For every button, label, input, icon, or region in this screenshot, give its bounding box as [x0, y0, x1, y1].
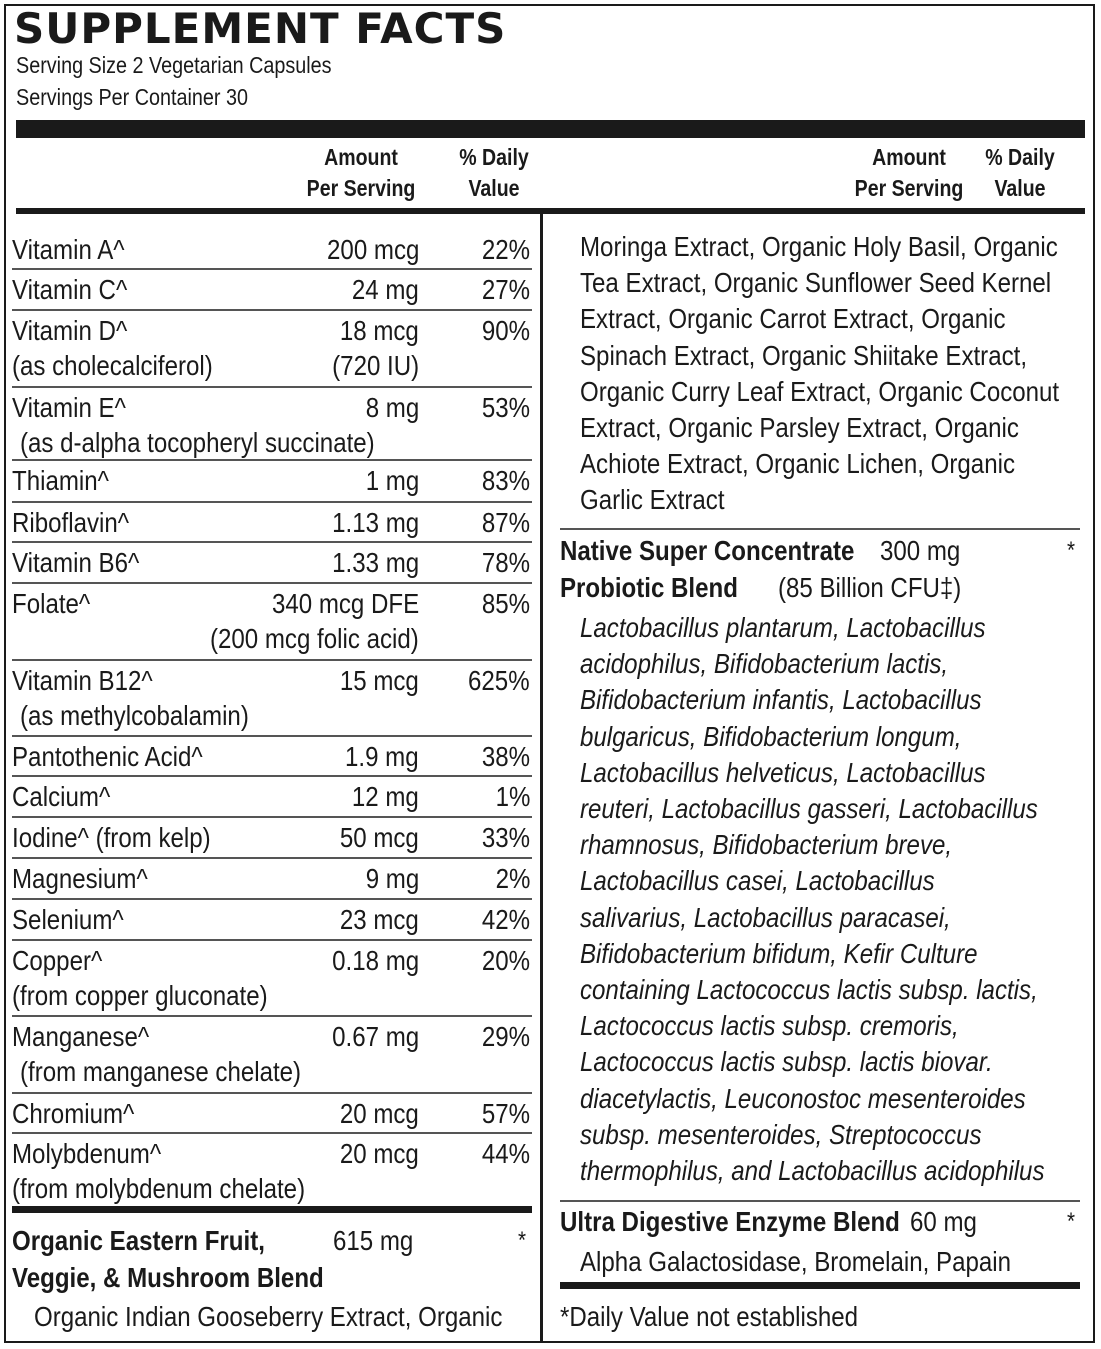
dv-header-line1: % Daily — [459, 144, 529, 170]
nutrient-name: Chromium^ — [12, 1098, 135, 1129]
fruit-blend-ingredients-start: Organic Indian Gooseberry Extract, Organic — [34, 1301, 503, 1332]
dv-header-line2: Value — [468, 175, 520, 201]
nutrient-source: (as d-alpha tocopheryl succinate) — [20, 427, 375, 458]
nutrient-name: Vitamin A^ — [12, 234, 125, 265]
dv-header-left — [452, 142, 537, 204]
nutrient-row — [12, 311, 532, 388]
nutrient-amount: 9 mg — [365, 863, 419, 894]
nutrient-name: Selenium^ — [12, 904, 124, 935]
footnote: *Daily Value not established — [560, 1301, 859, 1332]
fruit-blend-name-line2: Veggie, & Mushroom Blend — [12, 1262, 324, 1293]
fruit-blend-dv: * — [518, 1227, 527, 1254]
nutrient-daily-value: 20% — [481, 945, 530, 976]
serving-size: Serving Size 2 Vegetarian Capsules — [16, 52, 332, 78]
probiotic-strain-line: containing Lactococcus lactis subsp. lactis, — [580, 974, 1038, 1005]
nutrient-amount: 0.18 mg — [331, 945, 419, 976]
nutrient-daily-value: 33% — [481, 822, 530, 853]
nutrient-amount-detail: (720 IU) — [332, 350, 419, 381]
blend-rule — [12, 1206, 532, 1213]
nutrient-daily-value: 53% — [481, 392, 530, 423]
probiotic-strain-line: Lactobacillus helveticus, Lactobacillus — [580, 756, 986, 788]
nutrient-daily-value: 38% — [481, 741, 530, 772]
nutrient-name: Magnesium^ — [12, 863, 148, 894]
nutrient-row — [12, 859, 532, 900]
nutrient-name: Molybdenum^ — [12, 1138, 162, 1169]
fruit-blend-ingredient-line: Organic Curry Leaf Extract, Organic Coconut — [580, 375, 1060, 407]
nutrient-source: (as cholecalciferol) — [12, 350, 213, 381]
nutrient-name: Riboflavin^ — [12, 507, 130, 538]
probiotic-strain-line: Bifidobacterium infantis, Lactobacillus — [580, 684, 982, 716]
fruit-blend-ingredient-line: Spinach Extract, Organic Shiitake Extract, — [580, 339, 1028, 371]
nutrient-amount: 0.67 mg — [331, 1021, 419, 1052]
nutrient-daily-value: 625% — [468, 665, 530, 696]
dv-header-line2: Value — [994, 175, 1046, 201]
nutrient-row — [12, 1094, 532, 1134]
nutrient-row — [12, 941, 532, 1017]
nutrient-row — [12, 661, 532, 737]
probiotic-strain-line: reuteri, Lactobacillus gasseri, Lactobacillus — [580, 793, 1038, 824]
fruit-blend-ingredient-line: Extract, Organic Parsley Extract, Organic — [580, 412, 1019, 443]
probiotic-dv: * — [1067, 537, 1076, 564]
fruit-blend-ingredient-line: Achiote Extract, Organic Lichen, Organic — [580, 448, 1015, 480]
nutrient-name: Vitamin C^ — [12, 274, 128, 305]
enzyme-dv: * — [1067, 1208, 1076, 1235]
nutrient-amount: 20 mcg — [340, 1098, 419, 1129]
nutrient-amount-detail: (200 mcg folic acid) — [210, 623, 419, 654]
amount-header-line1: Amount — [872, 144, 946, 170]
nutrient-row — [12, 230, 532, 270]
nutrient-row — [12, 388, 532, 461]
fruit-blend-ingredient-line: Tea Extract, Organic Sunflower Seed Kernel — [580, 267, 1052, 299]
probiotic-rule — [560, 528, 1080, 530]
column-divider — [540, 213, 543, 1341]
servings-per-container: Servings Per Container 30 — [16, 84, 248, 110]
nutrient-source: (as methylcobalamin) — [20, 700, 249, 731]
nutrient-name: Copper^ — [12, 945, 103, 976]
nutrient-daily-value: 42% — [481, 904, 530, 935]
footnote-rule — [560, 1282, 1080, 1289]
nutrient-row — [12, 461, 532, 503]
nutrient-source: (from molybdenum chelate) — [12, 1173, 306, 1204]
nutrient-name: Vitamin B6^ — [12, 547, 140, 578]
nutrient-source: (from copper gluconate) — [12, 980, 268, 1011]
nutrient-source: (from manganese chelate) — [20, 1056, 302, 1087]
amount-header-line1: Amount — [324, 144, 398, 170]
nutrient-daily-value: 29% — [481, 1021, 530, 1052]
header-rule — [16, 208, 1085, 214]
nutrient-name: Manganese^ — [12, 1021, 150, 1052]
nutrient-daily-value: 90% — [481, 315, 530, 346]
nutrient-amount: 1 mg — [365, 465, 419, 496]
nutrient-row — [12, 1134, 532, 1206]
nutrient-row — [12, 584, 532, 661]
probiotic-strain-line: thermophilus, and Lactobacillus acidophilus — [580, 1155, 1045, 1186]
nutrient-row — [12, 503, 532, 543]
nutrient-amount: 24 mg — [352, 274, 419, 305]
nutrient-amount: 18 mcg — [340, 315, 419, 346]
probiotic-strain-line: diacetylactis, Leuconostoc mesenteroides — [580, 1082, 1026, 1114]
nutrient-amount: 8 mg — [365, 392, 419, 423]
probiotic-strain-line: subsp. mesenteroides, Streptococcus — [580, 1118, 982, 1150]
nutrient-name: Vitamin E^ — [12, 392, 126, 423]
nutrient-daily-value: 27% — [481, 274, 530, 305]
probiotic-strain-line: Lactococcus lactis subsp. lactis biovar. — [580, 1046, 993, 1078]
nutrient-row — [12, 270, 532, 311]
probiotic-amount: 300 mg — [880, 535, 961, 566]
nutrient-name: Vitamin B12^ — [12, 665, 153, 696]
probiotic-strain-line: rhamnosus, Bifidobacterium breve, — [580, 829, 953, 861]
nutrient-daily-value: 83% — [481, 465, 530, 496]
probiotic-strain-line: Bifidobacterium bifidum, Kefir Culture — [580, 937, 978, 969]
nutrient-amount: 15 mcg — [340, 665, 419, 696]
nutrient-name: Calcium^ — [12, 781, 111, 812]
probiotic-strain-line: Lactococcus lactis subsp. cremoris, — [580, 1010, 959, 1042]
nutrient-row — [12, 1017, 532, 1094]
probiotic-strain-line: salivarius, Lactobacillus paracasei, — [580, 901, 951, 933]
nutrient-row — [12, 777, 532, 818]
nutrient-amount: 200 mcg — [326, 234, 419, 265]
amount-header-right — [854, 142, 965, 204]
nutrient-name: Thiamin^ — [12, 465, 109, 496]
nutrient-name: Pantothenic Acid^ — [12, 741, 203, 772]
nutrient-row — [12, 818, 532, 859]
probiotic-strain-line: Lactobacillus plantarum, Lactobacillus — [580, 612, 986, 643]
nutrient-amount: 23 mcg — [340, 904, 419, 935]
amount-header-line2: Per Serving — [854, 175, 964, 201]
nutrient-amount: 20 mcg — [340, 1138, 419, 1169]
nutrient-daily-value: 44% — [481, 1138, 530, 1169]
nutrient-amount: 1.9 mg — [345, 741, 419, 772]
nutrient-daily-value: 85% — [481, 588, 530, 619]
fruit-blend-ingredient-line: Moringa Extract, Organic Holy Basil, Organic — [580, 231, 1058, 262]
fruit-blend-ingredient-line: Extract, Organic Carrot Extract, Organic — [580, 303, 1006, 335]
nutrient-name: Folate^ — [12, 588, 91, 619]
amount-header-left — [306, 142, 417, 204]
probiotic-name-line1: Native Super Concentrate — [560, 535, 855, 566]
nutrient-daily-value: 57% — [481, 1098, 530, 1129]
enzyme-name: Ultra Digestive Enzyme Blend — [560, 1206, 900, 1237]
nutrient-daily-value: 87% — [481, 507, 530, 538]
fruit-blend-ingredient-line: Garlic Extract — [580, 484, 725, 516]
nutrient-name: Iodine^ (from kelp) — [12, 822, 211, 853]
probiotic-strain-line: acidophilus, Bifidobacterium lactis, — [580, 648, 949, 680]
fruit-blend-name-line1: Organic Eastern Fruit, — [12, 1225, 265, 1256]
probiotic-strain-line: Lactobacillus casei, Lactobacillus — [580, 865, 935, 897]
nutrient-daily-value: 22% — [481, 234, 530, 265]
nutrient-amount: 12 mg — [352, 781, 419, 812]
enzyme-amount: 60 mg — [910, 1206, 977, 1237]
header-bar — [16, 120, 1085, 138]
nutrient-amount: 1.33 mg — [331, 547, 419, 578]
probiotic-cfu: (85 Billion CFU‡) — [778, 572, 962, 603]
nutrient-daily-value: 2% — [495, 863, 530, 894]
enzyme-rule — [560, 1200, 1080, 1202]
probiotic-strain-line: bulgaricus, Bifidobacterium longum, — [580, 720, 962, 752]
nutrient-daily-value: 78% — [481, 547, 530, 578]
dv-header-line1: % Daily — [985, 144, 1055, 170]
probiotic-name-line2: Probiotic Blend — [560, 572, 738, 603]
nutrient-row — [12, 543, 532, 584]
nutrient-amount: 340 mcg DFE — [271, 588, 419, 619]
nutrient-amount: 50 mcg — [340, 822, 419, 853]
enzyme-ingredients: Alpha Galactosidase, Bromelain, Papain — [580, 1246, 1012, 1277]
nutrient-amount: 1.13 mg — [331, 507, 419, 538]
dv-header-right — [978, 142, 1063, 204]
nutrient-name: Vitamin D^ — [12, 315, 128, 346]
nutrient-daily-value: 1% — [495, 781, 530, 812]
nutrient-row — [12, 737, 532, 777]
fruit-blend-amount: 615 mg — [333, 1225, 414, 1256]
nutrient-row — [12, 900, 532, 941]
panel-title: SUPPLEMENT FACTS — [14, 4, 507, 53]
amount-header-line2: Per Serving — [306, 175, 416, 201]
